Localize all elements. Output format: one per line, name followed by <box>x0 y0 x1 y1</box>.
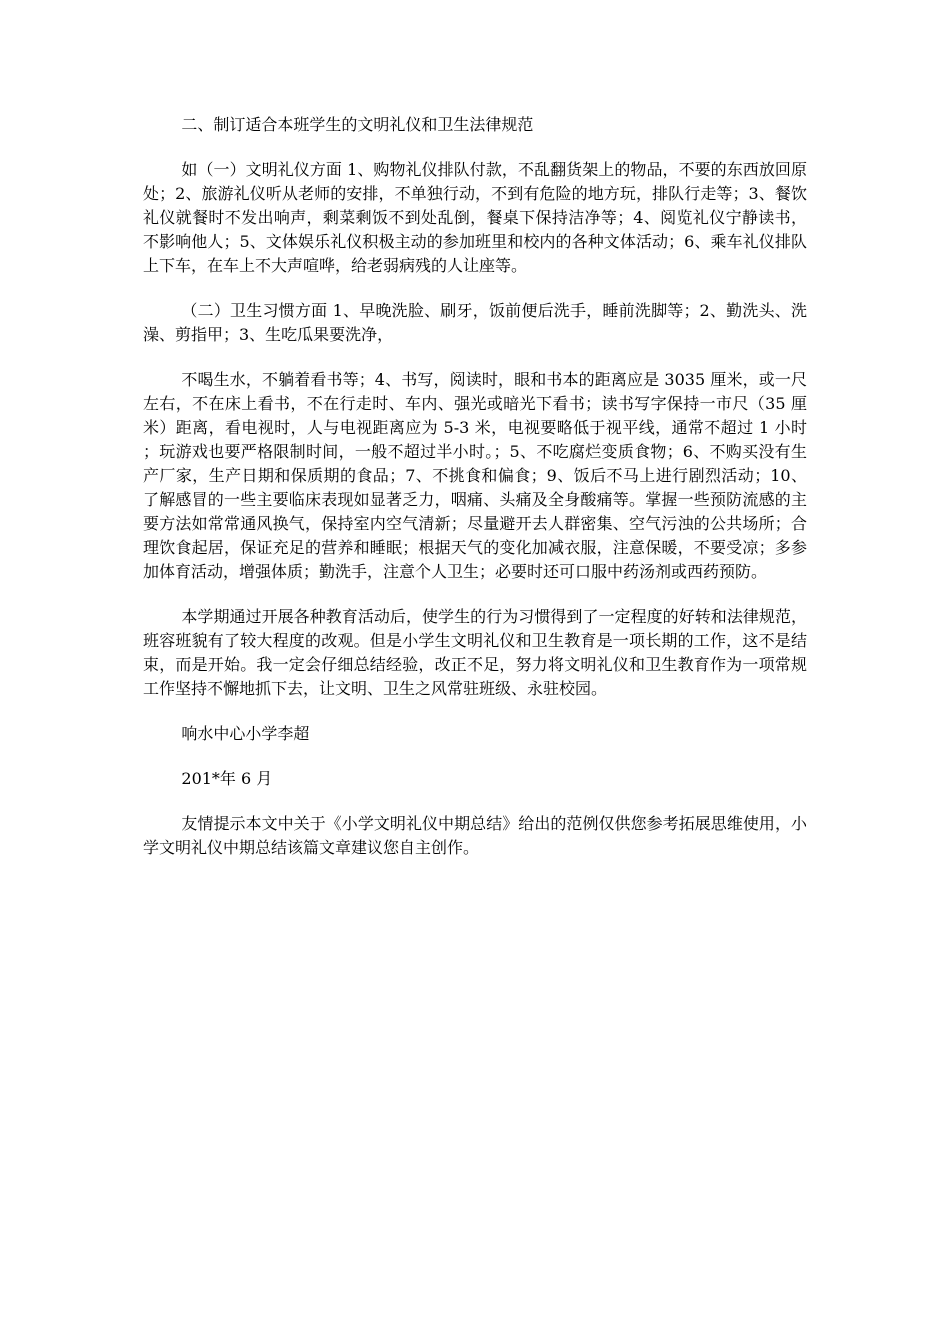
summary-paragraph: 本学期通过开展各种教育活动后，使学生的行为习惯得到了一定程度的好转和法律规范，班容班貌有了较大程度的改观。但是小学生文明礼仪和卫生教育是一项长期的工作，这不是结束，而是开始。我一定会仔细总结经验，改正不足，努力将文明礼仪和卫生教育作为一项常规工作坚持不懈地抓下去，让文明、卫生之风常驻班级、永驻校园。 <box>143 607 807 698</box>
disclaimer-paragraph: 友情提示本文中关于《小学文明礼仪中期总结》给出的范例仅供您参考拓展思维使用，小学文明礼仪中期总结该篇文章建议您自主创作。 <box>143 814 807 857</box>
hygiene-details-paragraph: 不喝生水，不躺着看书等；4、书写，阅读时，眼和书本的距离应是 3035 厘米，或一尺左右，不在床上看书，不在行走时、车内、强光或暗光下看书；读书写字保持一市尺（35 厘米）距离，看电视时，人与电视距离应为 5-3 米，电视要略低于视平线，通常不超过 1 小时；玩游戏也要严格限制时间，一般不超过半小时。；5、不吃腐烂变质食物；6、不购买没有生产厂家，生产日期和保质期的食品；7、不挑食和偏食；9、饭后不马上进行剧烈活动；10、了解感冒的一些主要临床表现如显著乏力，咽痛、头痛及全身酸痛等。掌握一些预防流感的主要方法如常常通风换气，保持室内空气清新；尽量避开去人群密集、空气污浊的公共场所；合理饮食起居，保证充足的营养和睡眠；根据天气的变化加减衣服，注意保暖，不要受凉；多参加体育活动，增强体质；勤洗手，注意个人卫生；必要时还可口服中药汤剂或西药预防。 <box>143 370 807 581</box>
section-heading: 二、制订适合本班学生的文明礼仪和卫生法律规范 <box>181 115 534 134</box>
document-date: 201*年 6 月 <box>181 769 273 788</box>
etiquette-paragraph: 如（一）文明礼仪方面 1、购物礼仪排队付款，不乱翻货架上的物品，不要的东西放回原处；2、旅游礼仪听从老师的安排，不单独行动，不到有危险的地方玩，排队行走等；3、餐饮礼仪就餐时不发出响声，剩菜剩饭不到处乱倒，餐桌下保持洁净等；4、阅览礼仪宁静读书，不影响他人；5、文体娱乐礼仪积极主动的参加班里和校内的各种文体活动；6、乘车礼仪排队上下车，在车上不大声喧哗，给老弱病残的人让座等。 <box>143 160 807 275</box>
hygiene-paragraph: （二）卫生习惯方面 1、早晚洗脸、刷牙，饭前便后洗手，睡前洗脚等；2、勤洗头、洗澡、剪指甲；3、生吃瓜果要洗净， <box>143 301 807 344</box>
author-signature: 响水中心小学李超 <box>181 724 310 743</box>
document-body <box>143 113 807 881</box>
